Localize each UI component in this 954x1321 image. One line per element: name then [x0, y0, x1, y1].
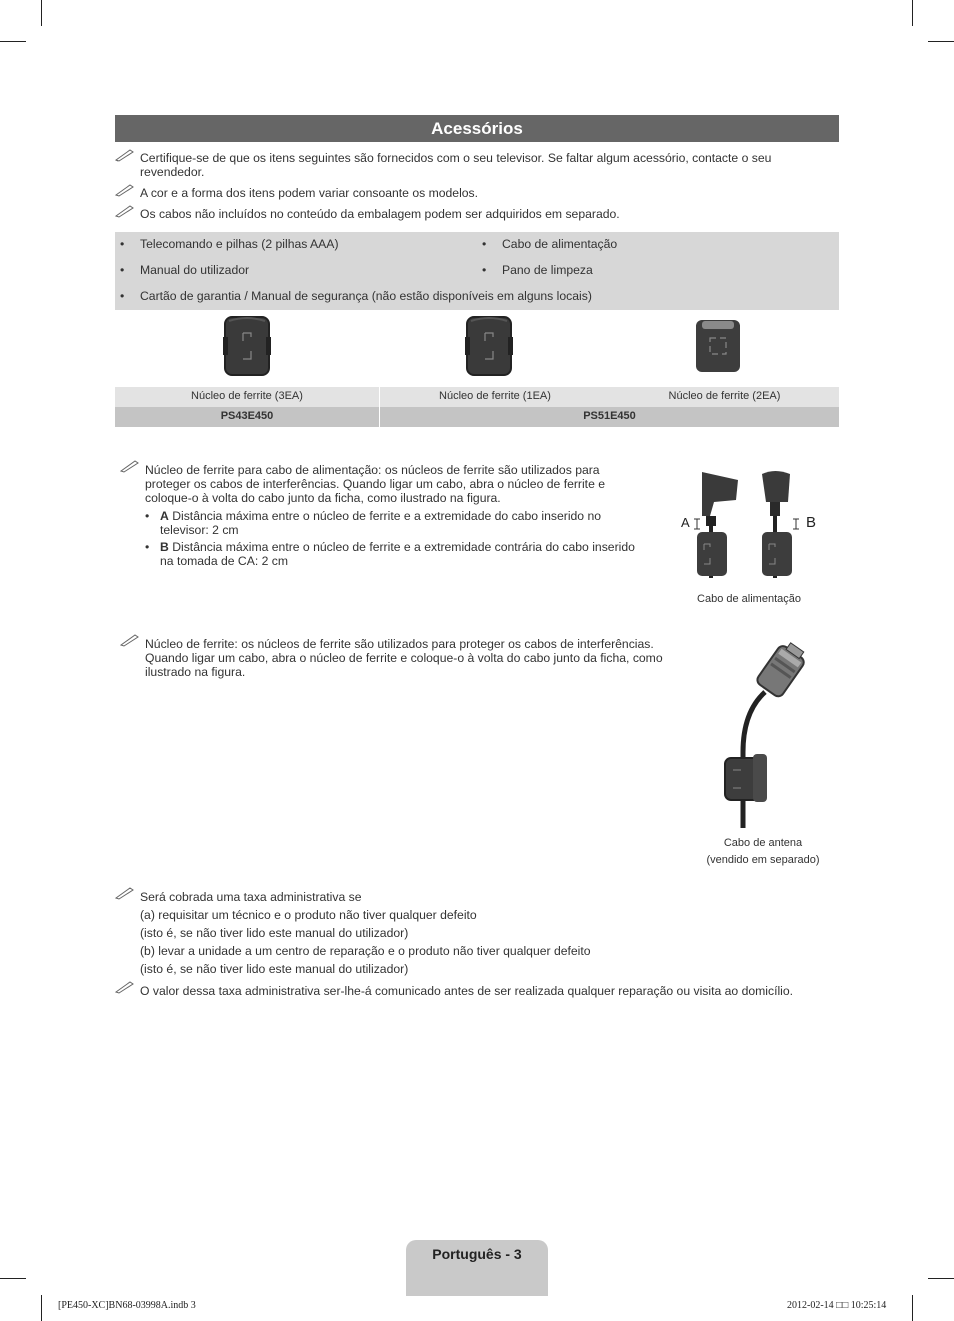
note-text: ilustrado na figura.: [145, 665, 246, 679]
table-cell: PS51E450: [583, 410, 636, 422]
note-pencil-icon: [115, 204, 135, 218]
note-text: revendedor.: [140, 165, 205, 179]
bullet-dot: •: [145, 540, 150, 554]
page-number: Português - 3: [432, 1246, 522, 1262]
note-text: coloque-o à volta do cabo junto da ficha, como ilustrado na figura.: [145, 491, 501, 505]
figure-caption: Cabo de antena: [723, 837, 803, 849]
ferrite-core-image: [223, 315, 271, 377]
list-item: • Telecomando e pilhas (2 pilhas AAA): [120, 237, 339, 251]
table-cell: Núcleo de ferrite (3EA): [191, 390, 303, 402]
crop-mark: [912, 1295, 913, 1321]
note-pencil-icon: [120, 633, 140, 647]
table-row: [115, 387, 839, 407]
table-divider: [379, 387, 380, 407]
table-cell: Núcleo de ferrite (2EA): [668, 390, 781, 402]
bullet-text: A Distância máxima entre o núcleo de ferrite e a extremidade do cabo inserido no: [160, 509, 602, 523]
note-text: Núcleo de ferrite: os núcleos de ferrite são utilizados para proteger os cabos de interferências.: [145, 637, 654, 651]
page-title: Acessórios: [115, 115, 839, 142]
note-text: O valor dessa taxa administrativa ser-lhe-á comunicado antes de ser realizada qualquer reparação ou visita ao domicílio.: [140, 984, 794, 998]
figure-caption: (vendido em separado): [706, 854, 820, 866]
note-pencil-icon: [115, 980, 135, 994]
note-pencil-icon: [115, 148, 135, 162]
crop-mark: [0, 1278, 26, 1279]
crop-mark: [41, 0, 42, 26]
crop-mark: [928, 41, 954, 42]
crop-mark: [0, 41, 26, 42]
note-text: Os cabos não incluídos no conteúdo da embalagem podem ser adquiridos em separado.: [140, 207, 620, 221]
note-text: Núcleo de ferrite para cabo de alimentação: os núcleos de ferrite são utilizados para: [145, 463, 600, 477]
figure-label-b: B: [806, 514, 817, 531]
note-text: Será cobrada uma taxa administrativa se: [140, 890, 362, 904]
bullet-dot: •: [145, 509, 150, 523]
note-text: Certifique-se de que os itens seguintes são fornecidos com o seu televisor. Se faltar algum acessório, contacte o seu: [140, 151, 772, 165]
note-text: A cor e a forma dos itens podem variar consoante os modelos.: [140, 186, 479, 200]
ferrite-core-image: [465, 315, 513, 377]
bullet-text: na tomada de CA: 2 cm: [160, 554, 289, 568]
ferrite-core-image: [694, 318, 742, 374]
note-pencil-icon: [120, 459, 140, 473]
table-row: [115, 407, 839, 427]
power-cable-illustration: [680, 466, 820, 584]
list-item: • Manual do utilizador: [120, 263, 250, 277]
note-text: proteger os cabos de interferências. Quando ligar um cabo, abra o núcleo de ferrite e: [145, 477, 606, 491]
table-cell: Núcleo de ferrite (1EA): [439, 390, 551, 402]
note-text: (isto é, se não tiver lido este manual do utilizador): [140, 926, 409, 940]
crop-mark: [912, 0, 913, 26]
print-info-right: 2012-02-14 □□ 10:25:14: [787, 1300, 887, 1311]
note-pencil-icon: [115, 183, 135, 197]
antenna-cable-illustration: [715, 642, 815, 830]
figure-label-a: A: [681, 515, 690, 530]
print-info-left: [PE450-XC]BN68-03998A.indb 3: [58, 1300, 196, 1311]
bullet-text: televisor: 2 cm: [160, 523, 239, 537]
note-text: (a) requisitar um técnico e o produto não tiver qualquer defeito: [140, 908, 477, 922]
table-divider: [379, 407, 380, 427]
crop-mark: [928, 1278, 954, 1279]
list-item: • Pano de limpeza: [482, 263, 593, 277]
table-cell: PS43E450: [220, 410, 274, 422]
bullet-text: B Distância máxima entre o núcleo de ferrite e a extremidade contrária do cabo inserido: [160, 540, 635, 554]
note-text: (b) levar a unidade a um centro de reparação e o produto não tiver qualquer defeito: [140, 944, 591, 958]
list-item: • Cabo de alimentação: [482, 237, 618, 251]
note-text: Quando ligar um cabo, abra o núcleo de ferrite e coloque-o à volta do cabo junto da ficha, como: [145, 651, 663, 665]
crop-mark: [41, 1295, 42, 1321]
list-item: • Cartão de garantia / Manual de segurança (não estão disponíveis em alguns locais): [120, 289, 592, 303]
note-pencil-icon: [115, 886, 135, 900]
note-text: (isto é, se não tiver lido este manual do utilizador): [140, 962, 409, 976]
figure-caption: Cabo de alimentação: [697, 593, 801, 605]
